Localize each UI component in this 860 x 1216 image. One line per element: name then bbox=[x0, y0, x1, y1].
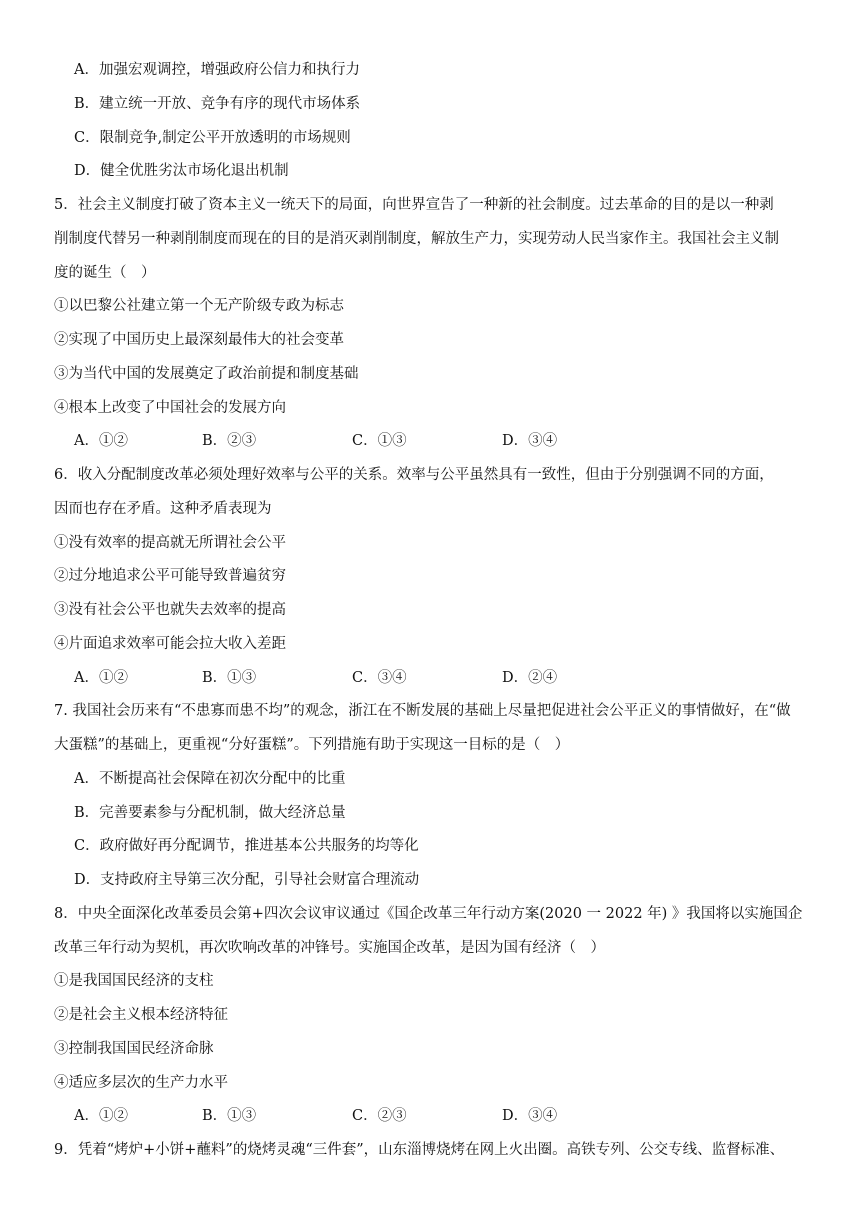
q6-choices bbox=[74, 668, 774, 688]
q7-option-b: B．完善要素参与分配机制，做大经济总量 bbox=[74, 805, 346, 821]
q8-choices bbox=[74, 1106, 774, 1126]
q8-choice-a: A．①② bbox=[74, 1108, 128, 1124]
q8-stem-line-1: 8．中央全面深化改革委员会第+四次会议审议通过《国企改革三年行动方案(2020 一 2022 年) 》我国将以实施国企 bbox=[54, 906, 803, 922]
q9-stem-line-1: 9．凭着“烤炉+小饼+蘸料”的烧烤灵魂“三件套”，山东淄博烧烤在网上火出圈。高铁专列、公交专线、监督标准、 bbox=[54, 1142, 785, 1158]
q6-item-2: ②过分地追求公平可能导致普遍贫穷 bbox=[54, 568, 286, 584]
q5-item-3: ③为当代中国的发展奠定了政治前提和制度基础 bbox=[54, 366, 359, 382]
q6-choice-a: A．①② bbox=[74, 670, 128, 686]
q5-choice-b: B．②③ bbox=[202, 433, 257, 449]
q6-choice-c: C．③④ bbox=[352, 670, 407, 686]
q4-option-c: C．限制竞争,制定公平开放透明的市场规则 bbox=[74, 130, 351, 146]
q7-option-d: D．支持政府主导第三次分配，引导社会财富合理流动 bbox=[74, 872, 420, 888]
q7-stem-line-2: 大蛋糕”的基础上，更重视“分好蛋糕”。下列措施有助于实现这一目标的是（ ） bbox=[54, 737, 570, 753]
q4-option-d: D．健全优胜劣汰市场化退出机制 bbox=[74, 163, 289, 179]
q8-item-3: ③控制我国国民经济命脉 bbox=[54, 1041, 214, 1057]
q5-item-4: ④根本上改变了中国社会的发展方向 bbox=[54, 400, 286, 416]
q5-choice-c: C．①③ bbox=[352, 433, 407, 449]
q5-choice-a: A．①② bbox=[74, 433, 128, 449]
q6-stem-line-2: 因而也存在矛盾。这种矛盾表现为 bbox=[54, 501, 272, 517]
q6-stem-line-1: 6．收入分配制度改革必须处理好效率与公平的关系。效率与公平虽然具有一致性，但由于分别强调不同的方面， bbox=[54, 467, 774, 483]
q6-choice-d: D．②④ bbox=[502, 670, 558, 686]
q5-stem-line-2: 削制度代替另一种剥削制度而现在的目的是消灭剥削制度，解放生产力，实现劳动人民当家作主。我国社会主义制 bbox=[54, 231, 779, 247]
q6-item-3: ③没有社会公平也就失去效率的提高 bbox=[54, 602, 286, 618]
q8-item-2: ②是社会主义根本经济特征 bbox=[54, 1007, 228, 1023]
q5-item-2: ②实现了中国历史上最深刻最伟大的社会变革 bbox=[54, 332, 344, 348]
q7-option-c: C．政府做好再分配调节，推进基本公共服务的均等化 bbox=[74, 838, 419, 854]
q8-choice-c: C．②③ bbox=[352, 1108, 407, 1124]
q5-choices bbox=[74, 431, 774, 451]
q5-stem-line-3: 度的诞生（ ） bbox=[54, 265, 156, 281]
q4-option-b: B．建立统一开放、竞争有序的现代市场体系 bbox=[74, 96, 361, 112]
q4-option-a: A．加强宏观调控，增强政府公信力和执行力 bbox=[74, 62, 360, 78]
q5-item-1: ①以巴黎公社建立第一个无产阶级专政为标志 bbox=[54, 298, 344, 314]
q8-stem-line-2: 改革三年行动为契机，再次吹响改革的冲锋号。实施国企改革，是因为国有经济（ ） bbox=[54, 940, 605, 956]
q5-stem-line-1: 5．社会主义制度打破了资本主义一统天下的局面，向世界宣告了一种新的社会制度。过去革命的目的是以一种剥 bbox=[54, 197, 774, 213]
q8-choice-b: B．①③ bbox=[202, 1108, 257, 1124]
q8-item-1: ①是我国国民经济的支柱 bbox=[54, 973, 214, 989]
q7-stem-line-1: 7. 我国社会历来有“不患寡而患不均”的观念，浙江在不断发展的基础上尽量把促进社会公平正义的事情做好，在“做 bbox=[54, 703, 791, 719]
q7-option-a: A．不断提高社会保障在初次分配中的比重 bbox=[74, 771, 346, 787]
q6-choice-b: B．①③ bbox=[202, 670, 257, 686]
q6-item-1: ①没有效率的提高就无所谓社会公平 bbox=[54, 535, 286, 551]
q8-choice-d: D．③④ bbox=[502, 1108, 558, 1124]
q5-choice-d: D．③④ bbox=[502, 433, 558, 449]
q8-item-4: ④适应多层次的生产力水平 bbox=[54, 1075, 228, 1091]
q6-item-4: ④片面追求效率可能会拉大收入差距 bbox=[54, 636, 286, 652]
